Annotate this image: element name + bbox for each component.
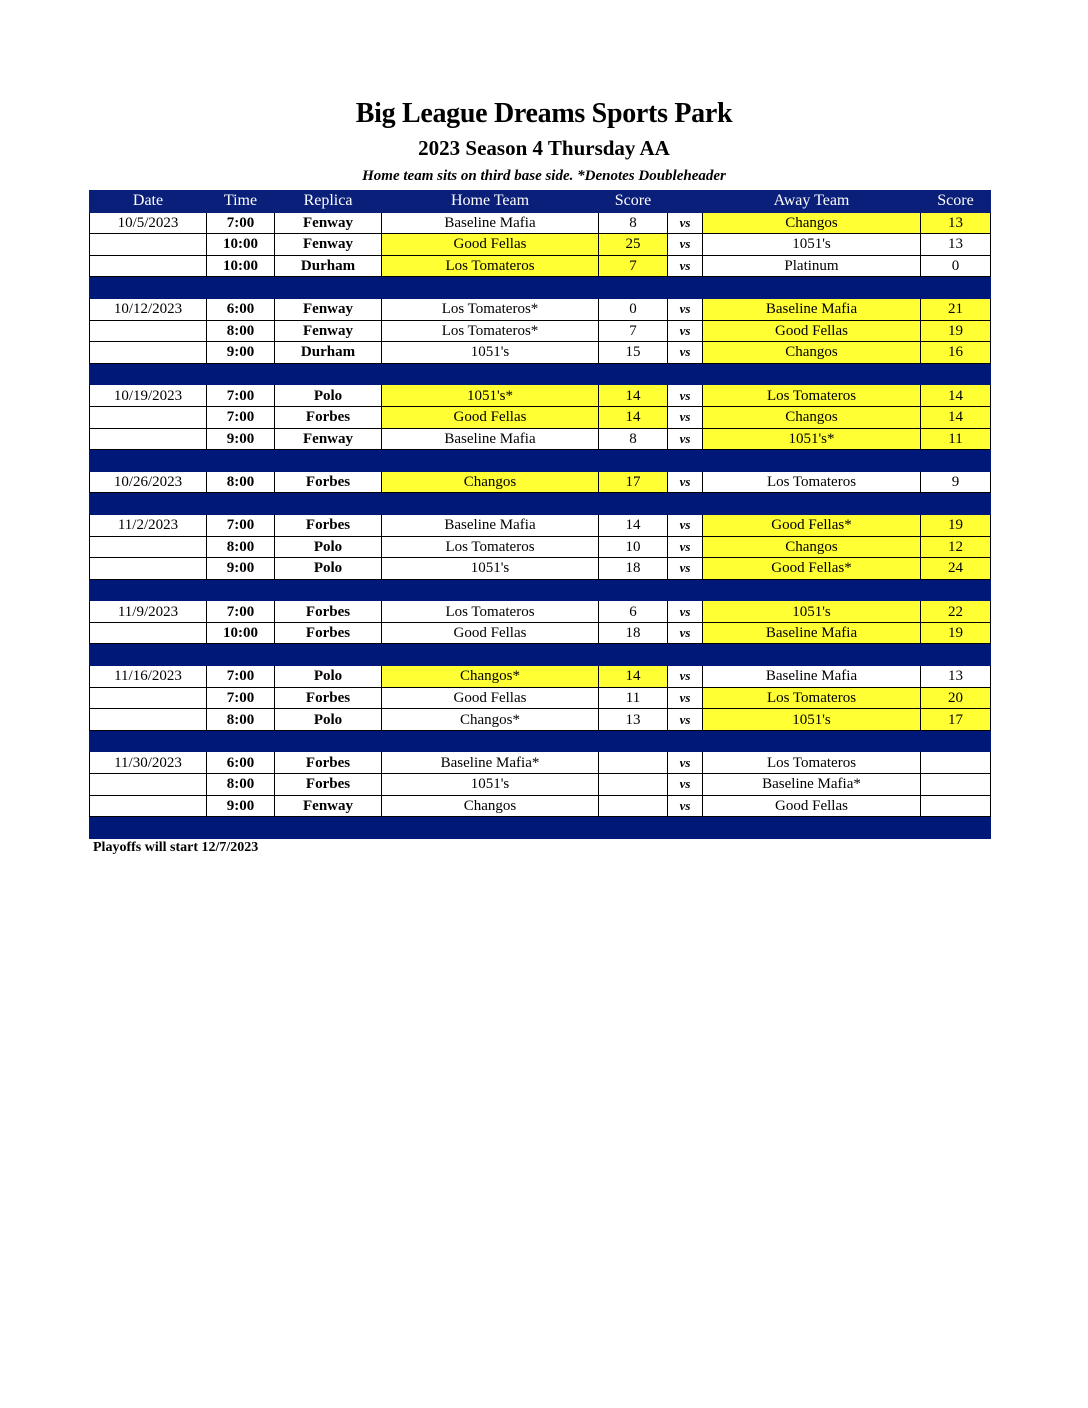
col-away-team: Away Team: [703, 191, 921, 213]
vs-cell: vs: [668, 342, 703, 364]
time-cell: 7:00: [207, 385, 275, 407]
separator-cell: [703, 817, 921, 839]
away-score-cell: 19: [921, 320, 991, 342]
separator-cell: [921, 817, 991, 839]
vs-cell: vs: [668, 406, 703, 428]
game-row: [90, 428, 991, 450]
replica-cell: Forbes: [275, 514, 382, 536]
home-team-cell: Los Tomateros: [382, 601, 599, 623]
game-row: [90, 601, 991, 623]
home-team-cell: Los Tomateros: [382, 255, 599, 277]
home-score-cell: [599, 752, 668, 774]
time-cell: 6:00: [207, 752, 275, 774]
vs-cell: vs: [668, 320, 703, 342]
separator-cell: [275, 579, 382, 601]
date-cell: [90, 622, 207, 644]
date-cell: 11/16/2023: [90, 666, 207, 688]
col-away-score: Score: [921, 191, 991, 213]
separator-cell: [599, 730, 668, 752]
separator-cell: [703, 730, 921, 752]
vs-cell: vs: [668, 471, 703, 493]
separator-cell: [703, 363, 921, 385]
separator-cell: [382, 730, 599, 752]
replica-cell: Forbes: [275, 752, 382, 774]
home-team-cell: Baseline Mafia: [382, 514, 599, 536]
time-cell: 10:00: [207, 234, 275, 256]
replica-cell: Fenway: [275, 234, 382, 256]
away-score-cell: 14: [921, 406, 991, 428]
replica-cell: Fenway: [275, 212, 382, 234]
separator-cell: [382, 817, 599, 839]
separator-cell: [382, 493, 599, 515]
time-cell: 7:00: [207, 514, 275, 536]
away-team-cell: Baseline Mafia: [703, 622, 921, 644]
home-score-cell: [599, 795, 668, 817]
date-cell: [90, 342, 207, 364]
replica-cell: Durham: [275, 255, 382, 277]
col-home-team: Home Team: [382, 191, 599, 213]
separator-cell: [703, 579, 921, 601]
time-cell: 7:00: [207, 666, 275, 688]
game-row: [90, 622, 991, 644]
col-time: Time: [207, 191, 275, 213]
away-score-cell: [921, 752, 991, 774]
separator-cell: [703, 450, 921, 472]
home-score-cell: 15: [599, 342, 668, 364]
game-row: [90, 471, 991, 493]
home-team-cell: Los Tomateros*: [382, 298, 599, 320]
page-subtitle: 2023 Season 4 Thursday AA: [418, 136, 670, 160]
game-row: [90, 234, 991, 256]
away-score-cell: 13: [921, 234, 991, 256]
separator-cell: [275, 277, 382, 299]
col-date: Date: [90, 191, 207, 213]
replica-cell: Forbes: [275, 687, 382, 709]
away-team-cell: Los Tomateros: [703, 687, 921, 709]
col-replica: Replica: [275, 191, 382, 213]
separator-cell: [599, 579, 668, 601]
week-separator: [90, 450, 991, 472]
vs-cell: vs: [668, 385, 703, 407]
time-cell: 9:00: [207, 342, 275, 364]
page-title: Big League Dreams Sports Park: [355, 98, 733, 129]
game-row: [90, 385, 991, 407]
separator-cell: [921, 363, 991, 385]
date-cell: 10/12/2023: [90, 298, 207, 320]
replica-cell: Forbes: [275, 601, 382, 623]
away-score-cell: 9: [921, 471, 991, 493]
away-team-cell: Baseline Mafia: [703, 298, 921, 320]
game-row: [90, 212, 991, 234]
separator-cell: [599, 493, 668, 515]
week-separator: [90, 493, 991, 515]
replica-cell: Fenway: [275, 298, 382, 320]
separator-cell: [90, 450, 207, 472]
time-cell: 10:00: [207, 255, 275, 277]
home-score-cell: 18: [599, 558, 668, 580]
game-row: [90, 536, 991, 558]
away-team-cell: Changos: [703, 342, 921, 364]
time-cell: 7:00: [207, 406, 275, 428]
date-cell: [90, 536, 207, 558]
away-score-cell: [921, 795, 991, 817]
home-team-cell: 1051's: [382, 342, 599, 364]
home-team-cell: Los Tomateros*: [382, 320, 599, 342]
separator-cell: [703, 493, 921, 515]
away-team-cell: Changos: [703, 536, 921, 558]
away-team-cell: Baseline Mafia*: [703, 774, 921, 796]
home-team-cell: Good Fellas: [382, 234, 599, 256]
separator-cell: [207, 277, 275, 299]
away-score-cell: 19: [921, 514, 991, 536]
date-cell: [90, 320, 207, 342]
schedule-table: [89, 190, 991, 839]
away-score-cell: 17: [921, 709, 991, 731]
vs-cell: vs: [668, 709, 703, 731]
date-cell: 10/26/2023: [90, 471, 207, 493]
vs-cell: vs: [668, 212, 703, 234]
replica-cell: Polo: [275, 709, 382, 731]
home-team-cell: Changos: [382, 471, 599, 493]
home-score-cell: 11: [599, 687, 668, 709]
time-cell: 9:00: [207, 558, 275, 580]
separator-cell: [599, 817, 668, 839]
separator-cell: [921, 730, 991, 752]
separator-cell: [275, 450, 382, 472]
separator-cell: [90, 579, 207, 601]
away-team-cell: Los Tomateros: [703, 471, 921, 493]
col-vs: [668, 191, 703, 213]
time-cell: 8:00: [207, 471, 275, 493]
away-score-cell: 0: [921, 255, 991, 277]
away-team-cell: Baseline Mafia: [703, 666, 921, 688]
time-cell: 6:00: [207, 298, 275, 320]
home-team-cell: Baseline Mafia: [382, 212, 599, 234]
vs-cell: vs: [668, 601, 703, 623]
game-row: [90, 298, 991, 320]
separator-cell: [921, 450, 991, 472]
game-row: [90, 514, 991, 536]
separator-cell: [207, 579, 275, 601]
separator-cell: [668, 493, 703, 515]
separator-cell: [599, 450, 668, 472]
separator-cell: [703, 277, 921, 299]
schedule-body: [90, 212, 991, 838]
separator-cell: [207, 493, 275, 515]
away-score-cell: 11: [921, 428, 991, 450]
week-separator: [90, 730, 991, 752]
away-score-cell: 14: [921, 385, 991, 407]
vs-cell: vs: [668, 687, 703, 709]
away-team-cell: Good Fellas: [703, 320, 921, 342]
time-cell: 9:00: [207, 795, 275, 817]
away-team-cell: Good Fellas: [703, 795, 921, 817]
away-team-cell: Platinum: [703, 255, 921, 277]
away-score-cell: 12: [921, 536, 991, 558]
date-cell: [90, 687, 207, 709]
home-score-cell: 8: [599, 212, 668, 234]
home-team-cell: 1051's: [382, 774, 599, 796]
replica-cell: Fenway: [275, 320, 382, 342]
away-team-cell: Good Fellas*: [703, 558, 921, 580]
replica-cell: Forbes: [275, 406, 382, 428]
home-score-cell: 8: [599, 428, 668, 450]
separator-cell: [599, 363, 668, 385]
date-cell: 11/9/2023: [90, 601, 207, 623]
separator-cell: [668, 579, 703, 601]
vs-cell: vs: [668, 666, 703, 688]
home-score-cell: 6: [599, 601, 668, 623]
separator-cell: [207, 817, 275, 839]
separator-cell: [207, 644, 275, 666]
game-row: [90, 687, 991, 709]
home-team-cell: Good Fellas: [382, 687, 599, 709]
date-cell: [90, 774, 207, 796]
date-cell: [90, 255, 207, 277]
separator-cell: [382, 579, 599, 601]
away-score-cell: 19: [921, 622, 991, 644]
header-row: [90, 191, 991, 213]
vs-cell: vs: [668, 428, 703, 450]
away-score-cell: 20: [921, 687, 991, 709]
vs-cell: vs: [668, 514, 703, 536]
separator-cell: [921, 493, 991, 515]
separator-cell: [90, 730, 207, 752]
date-cell: [90, 558, 207, 580]
vs-cell: vs: [668, 234, 703, 256]
week-separator: [90, 817, 991, 839]
game-row: [90, 320, 991, 342]
week-separator: [90, 363, 991, 385]
time-cell: 7:00: [207, 601, 275, 623]
game-row: [90, 709, 991, 731]
date-cell: [90, 234, 207, 256]
date-cell: 11/30/2023: [90, 752, 207, 774]
away-score-cell: 13: [921, 666, 991, 688]
replica-cell: Forbes: [275, 471, 382, 493]
home-team-cell: Changos: [382, 795, 599, 817]
separator-cell: [668, 730, 703, 752]
separator-cell: [668, 277, 703, 299]
home-team-cell: Changos*: [382, 709, 599, 731]
away-score-cell: [921, 774, 991, 796]
replica-cell: Forbes: [275, 622, 382, 644]
away-score-cell: 22: [921, 601, 991, 623]
separator-cell: [382, 644, 599, 666]
away-score-cell: 21: [921, 298, 991, 320]
away-team-cell: Los Tomateros: [703, 385, 921, 407]
time-cell: 7:00: [207, 687, 275, 709]
date-cell: 10/19/2023: [90, 385, 207, 407]
vs-cell: vs: [668, 558, 703, 580]
away-team-cell: 1051's: [703, 234, 921, 256]
replica-cell: Polo: [275, 385, 382, 407]
separator-cell: [668, 817, 703, 839]
vs-cell: vs: [668, 774, 703, 796]
separator-cell: [275, 363, 382, 385]
vs-cell: vs: [668, 536, 703, 558]
week-separator: [90, 277, 991, 299]
time-cell: 7:00: [207, 212, 275, 234]
separator-cell: [90, 277, 207, 299]
home-team-cell: 1051's*: [382, 385, 599, 407]
time-cell: 9:00: [207, 428, 275, 450]
away-team-cell: 1051's: [703, 601, 921, 623]
separator-cell: [207, 730, 275, 752]
away-score-cell: 24: [921, 558, 991, 580]
away-team-cell: Changos: [703, 212, 921, 234]
separator-cell: [275, 644, 382, 666]
replica-cell: Polo: [275, 536, 382, 558]
away-team-cell: Changos: [703, 406, 921, 428]
vs-cell: vs: [668, 255, 703, 277]
replica-cell: Durham: [275, 342, 382, 364]
home-score-cell: 0: [599, 298, 668, 320]
separator-cell: [90, 363, 207, 385]
home-score-cell: 14: [599, 514, 668, 536]
game-row: [90, 342, 991, 364]
game-row: [90, 666, 991, 688]
home-team-cell: Changos*: [382, 666, 599, 688]
separator-cell: [703, 644, 921, 666]
game-row: [90, 406, 991, 428]
week-separator: [90, 644, 991, 666]
week-separator: [90, 579, 991, 601]
replica-cell: Forbes: [275, 774, 382, 796]
time-cell: 10:00: [207, 622, 275, 644]
vs-cell: vs: [668, 795, 703, 817]
separator-cell: [921, 644, 991, 666]
time-cell: 8:00: [207, 774, 275, 796]
col-home-score: Score: [599, 191, 668, 213]
game-row: [90, 774, 991, 796]
home-team-cell: Good Fellas: [382, 622, 599, 644]
separator-cell: [921, 579, 991, 601]
date-cell: 11/2/2023: [90, 514, 207, 536]
home-score-cell: 14: [599, 406, 668, 428]
away-team-cell: Los Tomateros: [703, 752, 921, 774]
replica-cell: Fenway: [275, 795, 382, 817]
home-score-cell: 18: [599, 622, 668, 644]
away-team-cell: 1051's*: [703, 428, 921, 450]
playoffs-note: Playoffs will start 12/7/2023: [93, 840, 259, 855]
game-row: [90, 795, 991, 817]
separator-cell: [207, 363, 275, 385]
replica-cell: Fenway: [275, 428, 382, 450]
separator-cell: [90, 817, 207, 839]
separator-cell: [382, 450, 599, 472]
home-team-cell: Baseline Mafia*: [382, 752, 599, 774]
date-cell: [90, 406, 207, 428]
separator-cell: [668, 450, 703, 472]
separator-cell: [275, 493, 382, 515]
time-cell: 8:00: [207, 320, 275, 342]
separator-cell: [382, 363, 599, 385]
time-cell: 8:00: [207, 536, 275, 558]
home-team-cell: 1051's: [382, 558, 599, 580]
home-score-cell: 14: [599, 385, 668, 407]
separator-cell: [599, 644, 668, 666]
separator-cell: [275, 817, 382, 839]
vs-cell: vs: [668, 752, 703, 774]
replica-cell: Polo: [275, 666, 382, 688]
home-team-cell: Los Tomateros: [382, 536, 599, 558]
home-team-cell: Baseline Mafia: [382, 428, 599, 450]
separator-cell: [921, 277, 991, 299]
home-score-cell: 17: [599, 471, 668, 493]
time-cell: 8:00: [207, 709, 275, 731]
home-score-cell: [599, 774, 668, 796]
separator-cell: [90, 493, 207, 515]
game-row: [90, 752, 991, 774]
home-score-cell: 7: [599, 320, 668, 342]
separator-cell: [599, 277, 668, 299]
away-team-cell: Good Fellas*: [703, 514, 921, 536]
date-cell: 10/5/2023: [90, 212, 207, 234]
away-score-cell: 16: [921, 342, 991, 364]
separator-cell: [668, 363, 703, 385]
date-cell: [90, 709, 207, 731]
home-score-cell: 14: [599, 666, 668, 688]
home-score-cell: 10: [599, 536, 668, 558]
away-score-cell: 13: [921, 212, 991, 234]
separator-cell: [668, 644, 703, 666]
separator-cell: [207, 450, 275, 472]
replica-cell: Polo: [275, 558, 382, 580]
home-team-cell: Good Fellas: [382, 406, 599, 428]
separator-cell: [90, 644, 207, 666]
vs-cell: vs: [668, 622, 703, 644]
game-row: [90, 255, 991, 277]
page-note: Home team sits on third base side. *Denotes Doubleheader: [362, 168, 726, 184]
separator-cell: [382, 277, 599, 299]
home-score-cell: 7: [599, 255, 668, 277]
away-team-cell: 1051's: [703, 709, 921, 731]
date-cell: [90, 795, 207, 817]
vs-cell: vs: [668, 298, 703, 320]
separator-cell: [275, 730, 382, 752]
home-score-cell: 25: [599, 234, 668, 256]
date-cell: [90, 428, 207, 450]
home-score-cell: 13: [599, 709, 668, 731]
game-row: [90, 558, 991, 580]
